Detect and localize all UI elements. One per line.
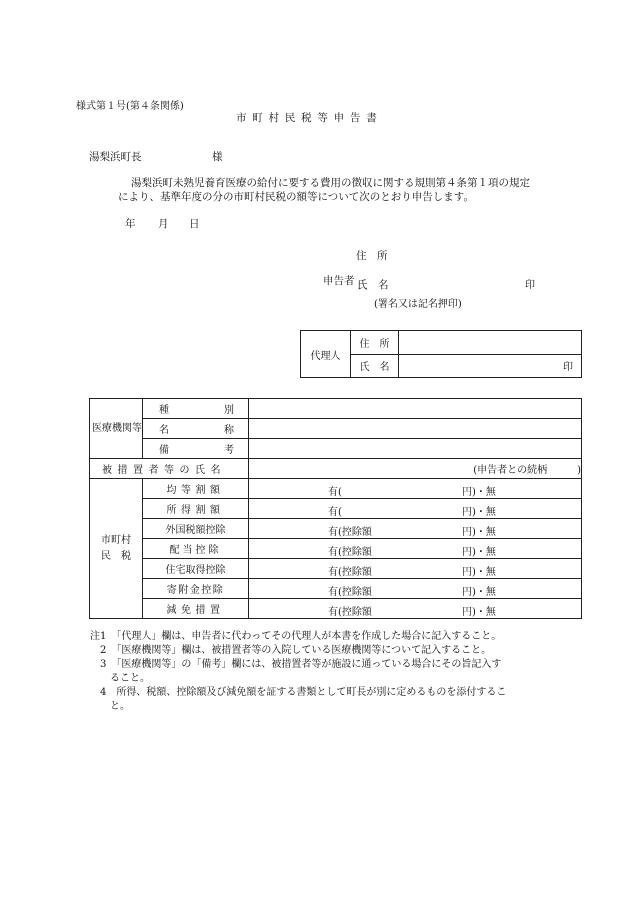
- tax-row-field[interactable]: 有(控除額 円)・無: [249, 599, 582, 619]
- applicant-seal-icon: 印: [525, 280, 535, 291]
- note-line: 4 所得、税額、控除額及び減免額を証する書類として町長が別に定めるものを添付するこ: [90, 687, 507, 698]
- tax-row-field[interactable]: 有(控除額 円)・無: [249, 539, 582, 559]
- medical-type-label: 種 別: [159, 405, 234, 416]
- medical-remarks-field[interactable]: [249, 439, 582, 459]
- note-line: 2 「医療機関等」欄は、被措置者等の入院している医療機関等について記入すること。: [90, 645, 492, 656]
- date-year: 年: [125, 218, 136, 230]
- form-number: 様式第１号(第４条関係): [76, 101, 184, 112]
- date-day: 日: [189, 218, 200, 230]
- signature-note: (署名又は記名押印): [374, 299, 462, 310]
- medical-group-label: 医療機関等: [90, 399, 143, 459]
- medical-type-field[interactable]: [249, 399, 582, 419]
- agent-seal-icon: 印: [563, 362, 573, 374]
- page-title: 市町村民税等申告書: [236, 112, 383, 124]
- medical-name-field[interactable]: [249, 419, 582, 439]
- tax-row-label: 配当控除: [143, 539, 249, 559]
- tax-row-label: 住宅取得控除: [143, 559, 249, 579]
- applicant-address-label: 住 所: [356, 250, 388, 262]
- applicant-label: 申告者: [323, 275, 355, 287]
- applicant-name-label: 氏 名: [357, 279, 389, 291]
- tax-row-label: 所得割額: [143, 499, 249, 519]
- agent-table: [300, 330, 582, 378]
- tax-group-label: 市町村 民 税: [90, 479, 143, 619]
- date-month: 月: [158, 218, 169, 230]
- tax-row-field[interactable]: 有( 円)・無: [249, 479, 582, 499]
- patient-label: 被措置者等の氏名: [90, 459, 249, 479]
- agent-label: 代理人: [301, 331, 351, 378]
- tax-row-field[interactable]: 有(控除額 円)・無: [249, 559, 582, 579]
- note-line: ること。: [90, 673, 150, 684]
- note-line: 3 「医療機関等」の「備考」欄には、被措置者等が施設に通っている場合にその旨記入す: [90, 659, 502, 670]
- patient-name-field[interactable]: [249, 459, 582, 479]
- agent-address-label: 住 所: [351, 331, 399, 355]
- addressee-name: 湯梨浜町長: [89, 151, 142, 163]
- medical-remarks-label: 備 考: [159, 445, 234, 456]
- addressee-honorific: 様: [212, 151, 223, 163]
- tax-row-label: 減免措置: [143, 599, 249, 619]
- tax-row-label: 寄附金控除: [143, 579, 249, 599]
- agent-name-field[interactable]: [399, 354, 582, 378]
- main-table: [89, 398, 582, 619]
- tax-row-label: 外国税額控除: [143, 519, 249, 539]
- note-line: 注1 「代理人」欄は、申告者に代わってその代理人が本書を作成した場合に記入すること。: [90, 631, 502, 642]
- patient-relation: (申告者との続柄 ): [473, 465, 581, 476]
- tax-row-label: 均等割額: [143, 479, 249, 499]
- intro-line-1: 湯梨浜町未熟児養育医療の給付に要する費用の徴収に関する規則第４条第１項の規定: [131, 177, 530, 189]
- tax-row-field[interactable]: 有( 円)・無: [249, 499, 582, 519]
- agent-address-field[interactable]: [399, 331, 582, 355]
- medical-name-label: 名 称: [159, 425, 234, 436]
- agent-name-label: 氏 名: [351, 354, 399, 378]
- notes: [90, 630, 506, 714]
- tax-row-field[interactable]: 有(控除額 円)・無: [249, 519, 582, 539]
- tax-row-field[interactable]: 有(控除額 円)・無: [249, 579, 582, 599]
- note-line: と。: [90, 701, 130, 712]
- intro-line-2: により、基準年度の分の市町村民税の額等について次のとおり申告します。: [118, 191, 474, 203]
